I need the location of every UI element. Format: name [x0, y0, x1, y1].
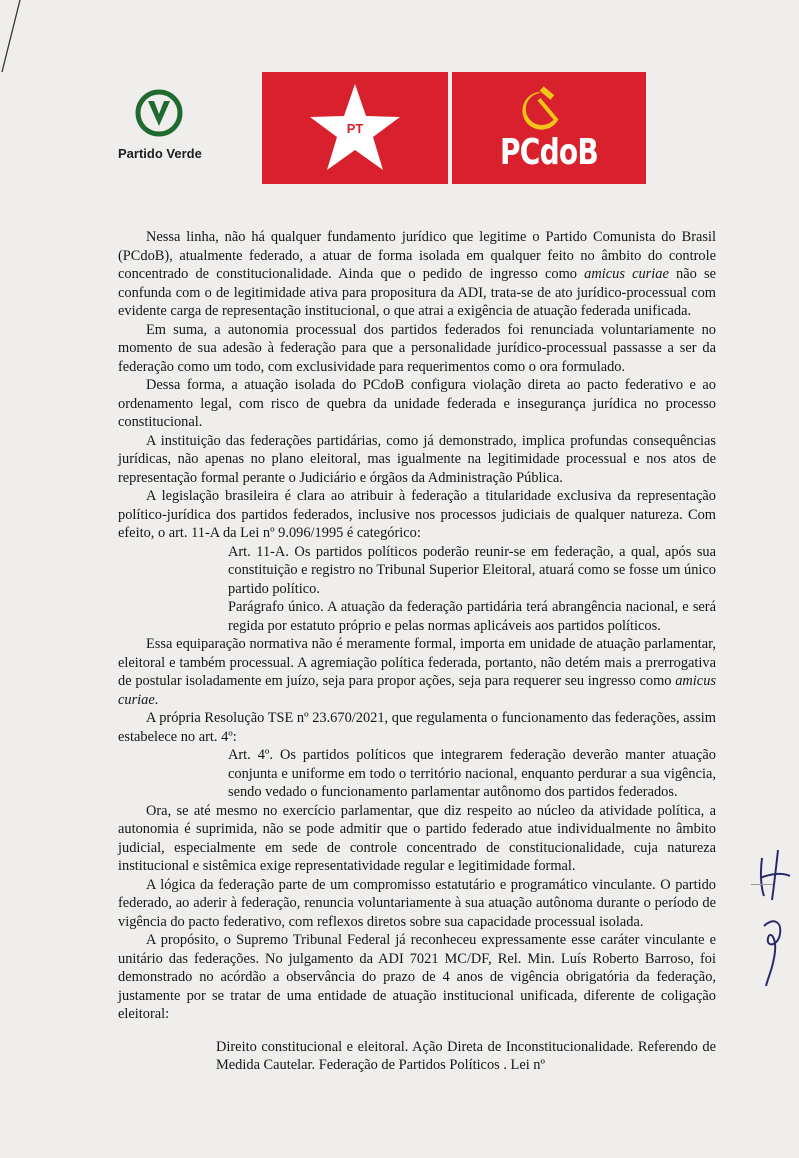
paragraph-2: Em suma, a autonomia processual dos partidos federados foi renunciada voluntariamente no momento de sua adesão à federação para que a personalidade jurídico-processual passasse a ser da federação como um todo, com exclusividade para requerimentos como o ora formulado. — [118, 321, 716, 375]
paragraph-7: A própria Resolução TSE nº 23.670/2021, que regulamenta o funcionamento das federações, assim estabelece no art. 4º: — [118, 710, 716, 745]
pt-label: PT — [346, 121, 364, 136]
scan-edge-line — [0, 0, 30, 80]
law-quote-art-4: Art. 4º. Os partidos políticos que integrarem federação deverão manter atuação conjunta e uniforme em todo o território nacional, enquanto perdurar a sua vigência, sendo vedado o funcionamento parlamentar autônomo dos partidos federados. — [228, 747, 716, 800]
paragraph-text: não se confunda com o de legitimidade ativa para propositura da ADI, trata-se de ato jurídico-processual com evidente carga de representação institucional, o que atrai a exigência de atuação federada unificada. — [118, 266, 716, 319]
paragraph-4: A instituição das federações partidárias, como já demonstrado, implica profundas consequências jurídicas, não apenas no plano eleitoral, mas igualmente na legitimidade processual e nos atos de representação formal perante o Judiciário e órgãos da Administração Pública. — [118, 432, 716, 486]
paragraph-8: Ora, se até mesmo no exercício parlamentar, que diz respeito ao núcleo da atividade política, a autonomia é suprimida, não se pode admitir que o partido federado atue individualmente no âmbito judicial, especialmente em sede de controle concentrado de constitucionalidade, cuja natureza institucional e sistêmica exige representatividade regular e legitimidade formal. — [118, 802, 716, 874]
partido-verde-v-icon — [134, 88, 184, 138]
law-quote-paragrafo-unico: Parágrafo único. A atuação da federação partidária terá abrangência nacional, e será regida por estatuto próprio e pelas normas aplicáveis aos partidos políticos. — [228, 599, 716, 634]
pt-star-icon — [262, 72, 448, 184]
paragraph-6 — [118, 635, 716, 709]
paragraph-3: Dessa forma, a atuação isolada do PCdoB configura violação direta ao pacto federativo e ao ordenamento legal, com risco de quebra da unidade federada e insegurança jurídica no processo constitucional. — [118, 377, 716, 430]
paragraph-5: A legislação brasileira é clara ao atribuir à federação a titularidade exclusiva da representação político-jurídica dos partidos federados, inclusive nos processos judiciais de qualquer natureza. Com efeito, o art. 11-A da Lei nº 9.096/1995 é categórico: — [118, 488, 716, 541]
pt-logo — [262, 72, 448, 184]
paragraph-9: A lógica da federação parte de um compromisso estatutário e programático vinculante. O partido federado, ao aderir à federação, renuncia voluntariamente à sua atuação autônoma durante o período de vigência do pacto federativo, com reflexos diretos sobre sua capacidade processual isolada. — [118, 876, 716, 930]
paragraph-text: Nessa linha, não há qualquer fundamento jurídico que legitime o Partido Comunista do Brasil (PCdoB), atualmente federado, a atuar de forma isolada em qualquer feito no âmbito do controle concentrado de constitucionalidade. Ainda que o pedido de ingresso como — [118, 229, 716, 282]
pcdob-logo — [452, 72, 646, 184]
case-summary-quote: Direito constitucional e eleitoral. Ação Direta de Inconstitucionalidade. Referendo de Medida Cautelar. Federação de Partidos Políticos . Lei nº — [216, 1038, 716, 1073]
scan-mark — [751, 884, 773, 891]
paragraph-1 — [118, 228, 716, 321]
paragraph-text: . — [154, 691, 159, 708]
pcdob-name: PCdoB — [499, 132, 599, 173]
paragraph-text: Essa equiparação normativa não é meramente formal, importa em unidade de atuação parlamentar, eleitoral e também processual. A agremiação política federada, portanto, não detém mais a prerrogativa de postular isoladamente em juízo, seja para propor ações, seja para requerer seu ingresso como — [118, 636, 716, 689]
handwritten-initials — [752, 838, 796, 998]
emphasis-amicus-curiae: amicus curiae — [118, 673, 716, 708]
law-quote-art-11a: Art. 11-A. Os partidos políticos poderão reunir-se em federação, a qual, após sua constituição e registro no Tribunal Superior Eleitoral, atuará como se fosse um único partido político. — [228, 543, 716, 597]
partido-verde-name: Partido Verde — [118, 146, 202, 161]
document-body — [118, 225, 716, 1075]
partido-verde-logo — [118, 88, 218, 168]
emphasis-amicus-curiae: amicus curiae — [584, 266, 669, 282]
paragraph-10: A propósito, o Supremo Tribunal Federal já reconheceu expressamente esse caráter vinculante e unitário das federações. No julgamento da ADI 7021 MC/DF, Rel. Min. Luís Roberto Barroso, foi demonstrado no acórdão a observância do prazo de 4 anos de vigência obrigatória da federação, justamente por se tratar de uma entidade de atuação institucional unificada, diferente de coligação eleitoral: — [118, 932, 716, 1022]
